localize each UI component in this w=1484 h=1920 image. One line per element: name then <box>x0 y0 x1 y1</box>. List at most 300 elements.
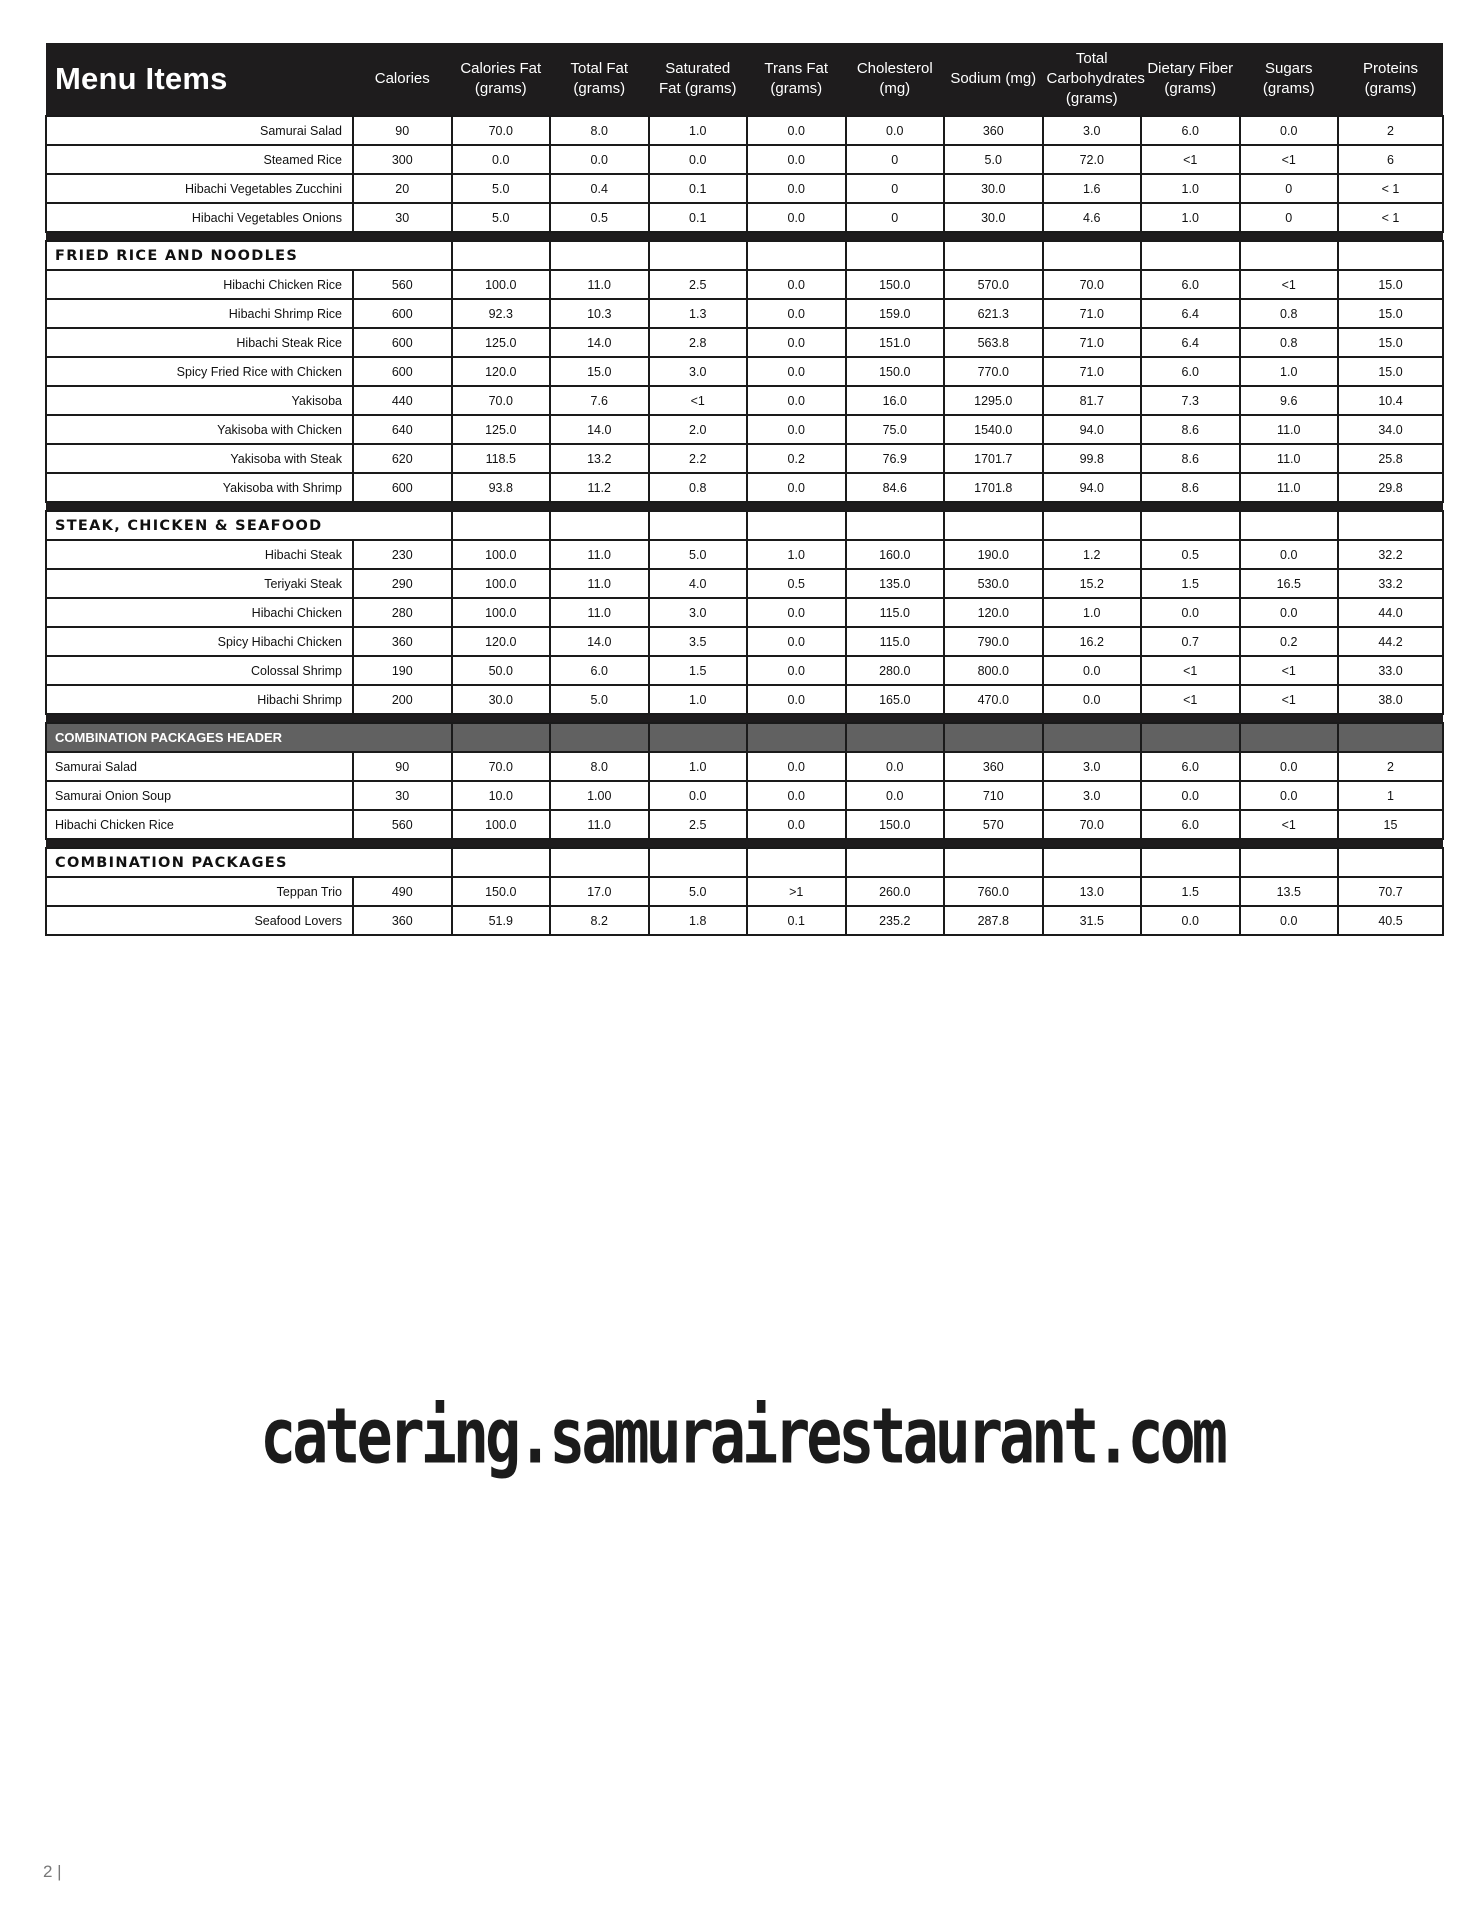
nutrient-value: 5.0 <box>452 174 551 203</box>
divider-bar <box>46 232 1443 241</box>
nutrient-value: 770.0 <box>944 357 1043 386</box>
nutrient-value: 15.0 <box>1338 299 1443 328</box>
empty-cell <box>452 241 551 270</box>
nutrient-value: 8.2 <box>550 906 649 935</box>
nutrient-value: 0 <box>1240 203 1339 232</box>
nutrient-value: 94.0 <box>1043 415 1142 444</box>
nutrient-value: 16.5 <box>1240 569 1339 598</box>
nutrient-value: 3.0 <box>1043 752 1142 781</box>
nutrient-value: 50.0 <box>452 656 551 685</box>
nutrient-value: 0.0 <box>1240 906 1339 935</box>
nutrient-value: 6.0 <box>1141 752 1240 781</box>
nutrient-value: 790.0 <box>944 627 1043 656</box>
nutrient-value: >1 <box>747 877 846 906</box>
nutrient-value: 1.0 <box>1043 598 1142 627</box>
nutrient-value: 1.3 <box>649 299 748 328</box>
nutrient-value: 0.8 <box>649 473 748 502</box>
empty-cell <box>649 848 748 877</box>
nutrient-value: 570.0 <box>944 270 1043 299</box>
nutrient-value: 600 <box>353 328 452 357</box>
nutrient-value: 0.0 <box>1240 598 1339 627</box>
nutrient-value: 0.0 <box>1141 598 1240 627</box>
empty-cell <box>944 241 1043 270</box>
empty-cell <box>649 241 748 270</box>
nutrient-value: 0.0 <box>846 116 945 145</box>
empty-cell <box>1141 241 1240 270</box>
nutrient-value: 25.8 <box>1338 444 1443 473</box>
nutrient-value: 280.0 <box>846 656 945 685</box>
nutrient-value: 11.0 <box>550 270 649 299</box>
menu-item-name: Steamed Rice <box>46 145 353 174</box>
nutrient-value: 0.1 <box>747 906 846 935</box>
nutrient-value: 621.3 <box>944 299 1043 328</box>
nutrient-value: 0.0 <box>747 299 846 328</box>
nutrient-value: 0 <box>846 145 945 174</box>
nutrient-value: 1540.0 <box>944 415 1043 444</box>
nutrient-value: 11.0 <box>1240 415 1339 444</box>
nutrient-value: 190 <box>353 656 452 685</box>
empty-cell <box>846 723 945 752</box>
section-divider <box>46 714 1443 723</box>
nutrient-value: 1.0 <box>1141 174 1240 203</box>
nutrient-value: 120.0 <box>452 357 551 386</box>
empty-cell <box>1141 723 1240 752</box>
nutrient-value: 0.0 <box>747 685 846 714</box>
menu-item-name: Colossal Shrimp <box>46 656 353 685</box>
nutrient-value: 13.5 <box>1240 877 1339 906</box>
nutrient-value: < 1 <box>1338 203 1443 232</box>
nutrient-value: 15.0 <box>1338 270 1443 299</box>
nutrient-value: <1 <box>1141 685 1240 714</box>
nutrient-value: 560 <box>353 810 452 839</box>
menu-item-name: Hibachi Steak <box>46 540 353 569</box>
nutrient-value: 6.4 <box>1141 328 1240 357</box>
nutrient-value: 71.0 <box>1043 328 1142 357</box>
menu-item-name: Spicy Fried Rice with Chicken <box>46 357 353 386</box>
nutrient-value: 90 <box>353 752 452 781</box>
nutrient-value: 165.0 <box>846 685 945 714</box>
menu-item-name: Yakisoba <box>46 386 353 415</box>
empty-cell <box>747 511 846 540</box>
nutrient-value: 11.0 <box>1240 473 1339 502</box>
table-row <box>46 386 1443 415</box>
nutrient-value: 1 <box>1338 781 1443 810</box>
nutrient-value: 34.0 <box>1338 415 1443 444</box>
nutrient-value: <1 <box>1240 685 1339 714</box>
menu-item-name: Spicy Hibachi Chicken <box>46 627 353 656</box>
nutrient-value: 38.0 <box>1338 685 1443 714</box>
nutrient-value: 570 <box>944 810 1043 839</box>
nutrient-value: 5.0 <box>944 145 1043 174</box>
nutrient-value: 10.4 <box>1338 386 1443 415</box>
nutrient-value: 0.5 <box>550 203 649 232</box>
column-header: Proteins (grams) <box>1338 43 1443 116</box>
nutrient-value: 6.0 <box>1141 116 1240 145</box>
nutrient-value: 30.0 <box>944 203 1043 232</box>
nutrient-value: 6.0 <box>1141 357 1240 386</box>
nutrient-value: 5.0 <box>649 540 748 569</box>
nutrient-value: 76.9 <box>846 444 945 473</box>
empty-cell <box>747 241 846 270</box>
column-header: Sugars (grams) <box>1240 43 1339 116</box>
nutrient-value: 2 <box>1338 116 1443 145</box>
column-header: Calories Fat (grams) <box>452 43 551 116</box>
section-header-row <box>46 241 1443 270</box>
table-title: Menu Items <box>46 43 353 116</box>
table-row <box>46 877 1443 906</box>
nutrient-value: 2.5 <box>649 810 748 839</box>
empty-cell <box>452 511 551 540</box>
nutrient-value: 1.8 <box>649 906 748 935</box>
nutrient-value: 15.2 <box>1043 569 1142 598</box>
nutrient-value: 0.5 <box>1141 540 1240 569</box>
empty-cell <box>944 848 1043 877</box>
nutrient-value: 6.0 <box>550 656 649 685</box>
nutrient-value: 0.0 <box>747 145 846 174</box>
nutrient-value: 9.6 <box>1240 386 1339 415</box>
nutrient-value: 11.0 <box>550 598 649 627</box>
nutrient-value: 72.0 <box>1043 145 1142 174</box>
nutrient-value: 1701.8 <box>944 473 1043 502</box>
table-row <box>46 415 1443 444</box>
section-divider <box>46 232 1443 241</box>
table-row <box>46 444 1443 473</box>
nutrient-value: <1 <box>1141 145 1240 174</box>
column-header: Dietary Fiber (grams) <box>1141 43 1240 116</box>
nutrient-value: 11.0 <box>550 540 649 569</box>
nutrient-value: 3.0 <box>649 598 748 627</box>
nutrient-value: 0.0 <box>1141 906 1240 935</box>
nutrient-value: 118.5 <box>452 444 551 473</box>
empty-cell <box>1043 511 1142 540</box>
nutrient-value: 99.8 <box>1043 444 1142 473</box>
nutrient-value: 33.0 <box>1338 656 1443 685</box>
nutrient-value: 1295.0 <box>944 386 1043 415</box>
nutrient-value: 11.0 <box>1240 444 1339 473</box>
nutrient-value: 5.0 <box>452 203 551 232</box>
nutrient-value: 125.0 <box>452 415 551 444</box>
table-row <box>46 685 1443 714</box>
nutrient-value: 710 <box>944 781 1043 810</box>
empty-cell <box>1240 241 1339 270</box>
nutrient-value: 100.0 <box>452 270 551 299</box>
nutrient-value: 0.0 <box>747 415 846 444</box>
nutrient-value: 29.8 <box>1338 473 1443 502</box>
nutrient-value: 560 <box>353 270 452 299</box>
empty-cell <box>846 511 945 540</box>
nutrient-value: < 1 <box>1338 174 1443 203</box>
nutrient-value: 0.1 <box>649 203 748 232</box>
menu-item-name: Yakisoba with Steak <box>46 444 353 473</box>
nutrient-value: 0.0 <box>1240 116 1339 145</box>
table-row <box>46 752 1443 781</box>
nutrient-value: 0.5 <box>747 569 846 598</box>
nutrient-value: 115.0 <box>846 627 945 656</box>
nutrient-value: 5.0 <box>550 685 649 714</box>
section-divider <box>46 502 1443 511</box>
nutrient-value: 30.0 <box>944 174 1043 203</box>
nutrient-value: 640 <box>353 415 452 444</box>
nutrient-value: 3.5 <box>649 627 748 656</box>
table-row <box>46 116 1443 145</box>
nutrient-value: 0.0 <box>846 781 945 810</box>
section-header-row <box>46 723 1443 752</box>
nutrient-value: 760.0 <box>944 877 1043 906</box>
nutrient-value: 0.0 <box>747 357 846 386</box>
column-header: Total Fat (grams) <box>550 43 649 116</box>
nutrient-value: 1.6 <box>1043 174 1142 203</box>
nutrient-value: 8.0 <box>550 752 649 781</box>
nutrient-value: <1 <box>1240 810 1339 839</box>
nutrient-value: 0.0 <box>452 145 551 174</box>
table-body <box>46 116 1443 935</box>
nutrient-value: 0.0 <box>649 145 748 174</box>
nutrient-value: 1.0 <box>747 540 846 569</box>
nutrient-value: 0.0 <box>747 174 846 203</box>
nutrient-value: 0.0 <box>649 781 748 810</box>
nutrient-value: 6.0 <box>1141 810 1240 839</box>
nutrient-value: 6 <box>1338 145 1443 174</box>
empty-cell <box>846 848 945 877</box>
nutrient-value: 360 <box>353 627 452 656</box>
table-row <box>46 656 1443 685</box>
nutrient-value: 93.8 <box>452 473 551 502</box>
nutrient-value: 1.5 <box>1141 877 1240 906</box>
nutrient-value: 290 <box>353 569 452 598</box>
nutrient-value: 440 <box>353 386 452 415</box>
divider-bar <box>46 839 1443 848</box>
nutrient-value: 0.0 <box>1240 540 1339 569</box>
table-row <box>46 145 1443 174</box>
nutrient-value: 470.0 <box>944 685 1043 714</box>
nutrient-value: 15.0 <box>550 357 649 386</box>
nutrient-value: 125.0 <box>452 328 551 357</box>
table-row <box>46 357 1443 386</box>
nutrient-value: 14.0 <box>550 328 649 357</box>
menu-item-name: Seafood Lovers <box>46 906 353 935</box>
section-divider <box>46 839 1443 848</box>
nutrient-value: 70.7 <box>1338 877 1443 906</box>
nutrient-value: 0.0 <box>747 752 846 781</box>
empty-cell <box>1338 723 1443 752</box>
nutrient-value: 300 <box>353 145 452 174</box>
nutrient-value: 16.2 <box>1043 627 1142 656</box>
nutrient-value: 0.0 <box>747 781 846 810</box>
column-header: Total Carbohydrates (grams) <box>1043 43 1142 116</box>
nutrient-value: 120.0 <box>452 627 551 656</box>
nutrient-value: 150.0 <box>846 270 945 299</box>
nutrient-value: 100.0 <box>452 569 551 598</box>
nutrient-value: 2.2 <box>649 444 748 473</box>
nutrient-value: 600 <box>353 299 452 328</box>
nutrient-value: 15.0 <box>1338 357 1443 386</box>
nutrient-value: 2.0 <box>649 415 748 444</box>
nutrient-value: 11.0 <box>550 569 649 598</box>
nutrient-value: 30.0 <box>452 685 551 714</box>
menu-item-name: Hibachi Steak Rice <box>46 328 353 357</box>
empty-cell <box>1043 723 1142 752</box>
menu-item-name: Hibachi Vegetables Onions <box>46 203 353 232</box>
divider-bar <box>46 502 1443 511</box>
nutrient-value: 3.0 <box>649 357 748 386</box>
section-title: COMBINATION PACKAGES HEADER <box>46 723 452 752</box>
nutrient-value: 70.0 <box>452 386 551 415</box>
nutrient-value: 90 <box>353 116 452 145</box>
nutrient-value: 0.0 <box>550 145 649 174</box>
nutrient-value: 75.0 <box>846 415 945 444</box>
empty-cell <box>1141 511 1240 540</box>
nutrient-value: 13.2 <box>550 444 649 473</box>
nutrient-value: 1701.7 <box>944 444 1043 473</box>
nutrient-value: 100.0 <box>452 540 551 569</box>
nutrient-value: <1 <box>1240 656 1339 685</box>
nutrient-value: 1.0 <box>649 685 748 714</box>
nutrient-value: 1.0 <box>1240 357 1339 386</box>
nutrient-value: 70.0 <box>452 752 551 781</box>
nutrient-value: 800.0 <box>944 656 1043 685</box>
empty-cell <box>1043 241 1142 270</box>
empty-cell <box>944 723 1043 752</box>
nutrient-value: 0.0 <box>747 598 846 627</box>
nutrient-value: 0.0 <box>1141 781 1240 810</box>
nutrient-value: 14.0 <box>550 415 649 444</box>
nutrient-value: 20 <box>353 174 452 203</box>
section-header-row <box>46 511 1443 540</box>
nutrient-value: 600 <box>353 357 452 386</box>
nutrient-value: 70.0 <box>452 116 551 145</box>
nutrient-value: <1 <box>1240 270 1339 299</box>
column-header: Cholesterol (mg) <box>846 43 945 116</box>
nutrient-value: 8.6 <box>1141 444 1240 473</box>
empty-cell <box>1338 241 1443 270</box>
table-row <box>46 627 1443 656</box>
nutrient-value: 0.4 <box>550 174 649 203</box>
nutrient-value: 94.0 <box>1043 473 1142 502</box>
nutrient-value: 14.0 <box>550 627 649 656</box>
nutrient-value: 100.0 <box>452 598 551 627</box>
empty-cell <box>1338 848 1443 877</box>
nutrient-value: 7.6 <box>550 386 649 415</box>
nutrient-value: 2.5 <box>649 270 748 299</box>
column-header: Trans Fat (grams) <box>747 43 846 116</box>
nutrient-value: 600 <box>353 473 452 502</box>
menu-item-name: Hibachi Chicken <box>46 598 353 627</box>
website-url: catering.samurairestaurant.com <box>260 1392 1224 1482</box>
nutrient-value: 530.0 <box>944 569 1043 598</box>
menu-item-name: Teriyaki Steak <box>46 569 353 598</box>
nutrient-value: 1.0 <box>649 116 748 145</box>
nutrient-value: 0.0 <box>747 203 846 232</box>
nutrient-value: 11.0 <box>550 810 649 839</box>
nutrient-value: 0.7 <box>1141 627 1240 656</box>
nutrient-value: 150.0 <box>846 810 945 839</box>
empty-cell <box>550 723 649 752</box>
nutrient-value: 0.0 <box>747 810 846 839</box>
empty-cell <box>649 723 748 752</box>
menu-item-name: Teppan Trio <box>46 877 353 906</box>
empty-cell <box>452 723 551 752</box>
nutrient-value: 11.2 <box>550 473 649 502</box>
nutrient-value: 0.0 <box>1240 752 1339 781</box>
nutrient-value: 0.0 <box>747 328 846 357</box>
nutrient-value: 0.0 <box>747 627 846 656</box>
nutrient-value: 0.1 <box>649 174 748 203</box>
nutrient-value: 190.0 <box>944 540 1043 569</box>
empty-cell <box>550 511 649 540</box>
nutrient-value: 1.0 <box>649 752 748 781</box>
nutrient-value: 230 <box>353 540 452 569</box>
nutrient-value: 1.0 <box>1141 203 1240 232</box>
column-header: Sodium (mg) <box>944 43 1043 116</box>
nutrient-value: 10.0 <box>452 781 551 810</box>
section-header-row <box>46 848 1443 877</box>
nutrient-value: <1 <box>1141 656 1240 685</box>
nutrient-value: 235.2 <box>846 906 945 935</box>
column-header: Calories <box>353 43 452 116</box>
nutrient-value: 620 <box>353 444 452 473</box>
nutrient-value: 200 <box>353 685 452 714</box>
nutrient-value: 7.3 <box>1141 386 1240 415</box>
empty-cell <box>1240 848 1339 877</box>
menu-item-name: Samurai Salad <box>46 116 353 145</box>
nutrient-value: 6.0 <box>1141 270 1240 299</box>
table-row <box>46 906 1443 935</box>
nutrient-value: <1 <box>649 386 748 415</box>
nutrient-value: 280 <box>353 598 452 627</box>
nutrient-value: 120.0 <box>944 598 1043 627</box>
nutrient-value: 1.00 <box>550 781 649 810</box>
table-row <box>46 203 1443 232</box>
nutrient-value: 2.8 <box>649 328 748 357</box>
menu-item-name: Yakisoba with Chicken <box>46 415 353 444</box>
nutrient-value: 563.8 <box>944 328 1043 357</box>
empty-cell <box>649 511 748 540</box>
nutrient-value: 135.0 <box>846 569 945 598</box>
nutrient-value: 44.2 <box>1338 627 1443 656</box>
nutrient-value: 40.5 <box>1338 906 1443 935</box>
nutrient-value: 70.0 <box>1043 270 1142 299</box>
divider-bar <box>46 714 1443 723</box>
table-row <box>46 174 1443 203</box>
nutrient-value: 84.6 <box>846 473 945 502</box>
section-title: STEAK, CHICKEN & SEAFOOD <box>46 511 452 540</box>
nutrient-value: 0.8 <box>1240 328 1339 357</box>
menu-item-name: Hibachi Shrimp Rice <box>46 299 353 328</box>
menu-item-name: Samurai Onion Soup <box>46 781 353 810</box>
empty-cell <box>747 723 846 752</box>
nutrient-value: 115.0 <box>846 598 945 627</box>
section-title: COMBINATION PACKAGES <box>46 848 452 877</box>
nutrient-value: 360 <box>944 752 1043 781</box>
nutrient-value: 3.0 <box>1043 781 1142 810</box>
menu-item-name: Yakisoba with Shrimp <box>46 473 353 502</box>
nutrient-value: 17.0 <box>550 877 649 906</box>
nutrient-value: 0 <box>846 174 945 203</box>
table-header-row <box>46 43 1443 116</box>
nutrient-value: <1 <box>1240 145 1339 174</box>
nutrient-value: 160.0 <box>846 540 945 569</box>
nutrient-value: 0.0 <box>747 473 846 502</box>
nutrient-value: 1.5 <box>1141 569 1240 598</box>
menu-item-name: Hibachi Chicken Rice <box>46 810 353 839</box>
menu-item-name: Samurai Salad <box>46 752 353 781</box>
empty-cell <box>1338 511 1443 540</box>
column-header: Saturated Fat (grams) <box>649 43 748 116</box>
empty-cell <box>550 241 649 270</box>
nutrient-value: 71.0 <box>1043 357 1142 386</box>
nutrient-value: 15.0 <box>1338 328 1443 357</box>
menu-item-name: Hibachi Vegetables Zucchini <box>46 174 353 203</box>
